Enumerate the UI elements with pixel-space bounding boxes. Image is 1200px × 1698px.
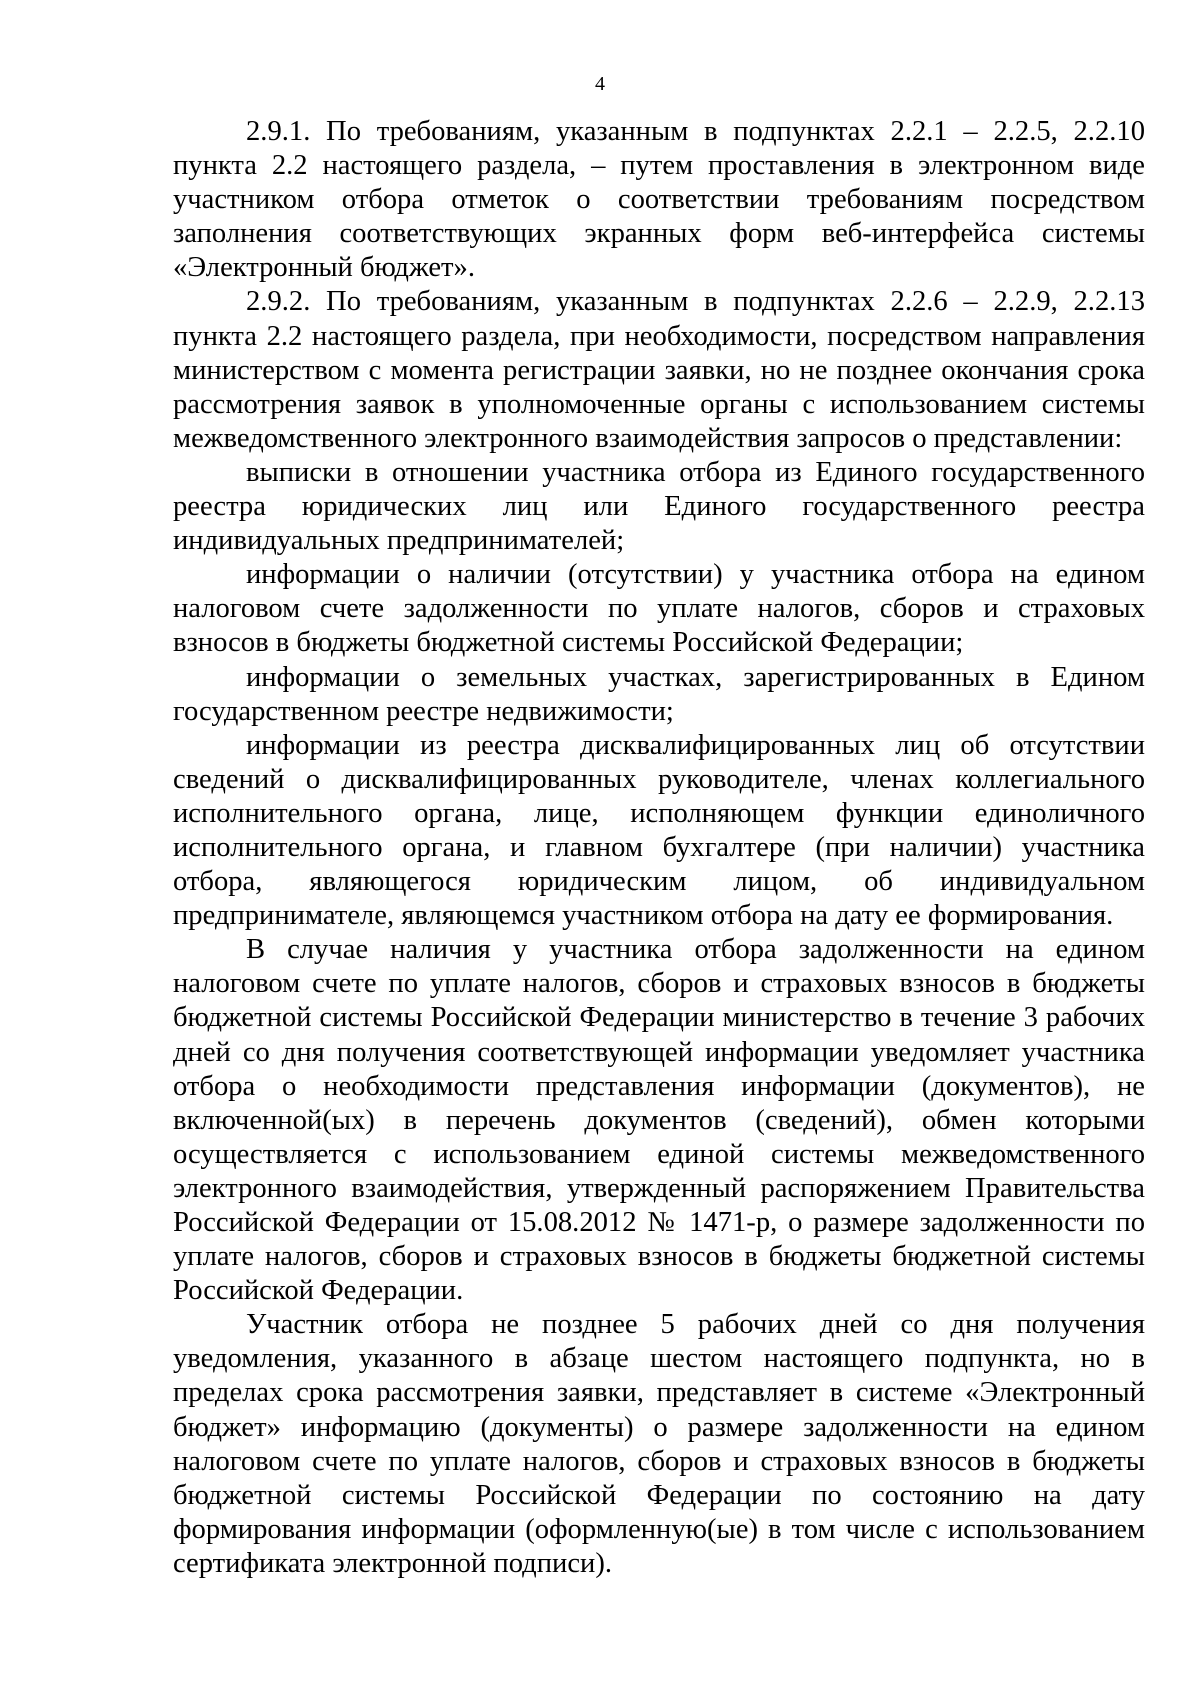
paragraph-debt-notification: В случае наличия у участника отбора задолженности на едином налоговом счете по уплате налогов, сборов и страховых взносов в бюджеты бюджетной системы Российской Федерации министерство в течение 3 рабочих дней со дня получения соответствующей информации уведомляет участника отбора о необходимости представления информации (документов), не включенной(ых) в перечень документов (сведений), обмен которыми осуществляется с использованием единой системы межведомственного электронного взаимодействия, утвержденный распоряжением Правительства Российской Федерации от 15.08.2012 № 1471-р, о размере задолженности по уплате налогов, сборов и страховых взносов в бюджеты бюджетной системы Российской Федерации.: [173, 934, 1145, 1307]
paragraph-participant-submission: Участник отбора не позднее 5 рабочих дней со дня получения уведомления, указанного в абзаце шестом настоящего подпункта, но в пределах срока рассмотрения заявки, представляет в системе «Электронный бюджет» информацию (документы) о размере задолженности на едином налоговом счете по уплате налогов, сборов и страховых взносов в бюджеты бюджетной системы Российской Федерации по состоянию на дату формирования информации (оформленную(ые) в том числе с использованием сертификата электронной подписи).: [173, 1309, 1145, 1579]
paragraph-egrul-extract: выписки в отношении участника отбора из Единого государственного реестра юридических лиц или Единого государственного реестра индивидуальных предпринимателей;: [173, 456, 1145, 557]
paragraph-2-9-1: 2.9.1. По требованиям, указанным в подпунктах 2.2.1 – 2.2.5, 2.2.10 пункта 2.2 настоящего раздела, – путем проставления в электронном виде участником отбора отметок о соответствии требованиям посредством заполнения соответствующих экранных форм веб-интерфейса системы «Электронный бюджет».: [173, 116, 1145, 284]
paragraph-land-plots-info: информации о земельных участках, зарегистрированных в Едином государственном реестре недвижимости;: [173, 661, 1145, 727]
document-body: [173, 115, 1145, 1581]
paragraph-2-9-2: 2.9.2. По требованиям, указанным в подпунктах 2.2.6 – 2.2.9, 2.2.13 пункта 2.2 настоящего раздела, при необходимости, посредством направления министерством с момента регистрации заявки, но не позднее окончания срока рассмотрения заявок в уполномоченные органы с использованием системы межведомственного электронного взаимодействия запросов о представлении:: [173, 286, 1145, 454]
paragraph-tax-debt-info: информации о наличии (отсутствии) у участника отбора на едином налоговом счете задолженности по уплате налогов, сборов и страховых взносов в бюджеты бюджетной системы Российской Федерации;: [173, 559, 1145, 659]
page-number: 4: [595, 73, 605, 95]
paragraph-disqualified-persons-info: информации из реестра дисквалифицированных лиц об отсутствии сведений о дисквалифицированных руководителе, членах коллегиального исполнительного органа, лице, исполняющем функции единоличного исполнительного органа, и главном бухгалтере (при наличии) участника отбора, являющегося юридическим лицом, об индивидуальном предпринимателе, являющемся участником отбора на дату ее формирования.: [173, 729, 1145, 932]
